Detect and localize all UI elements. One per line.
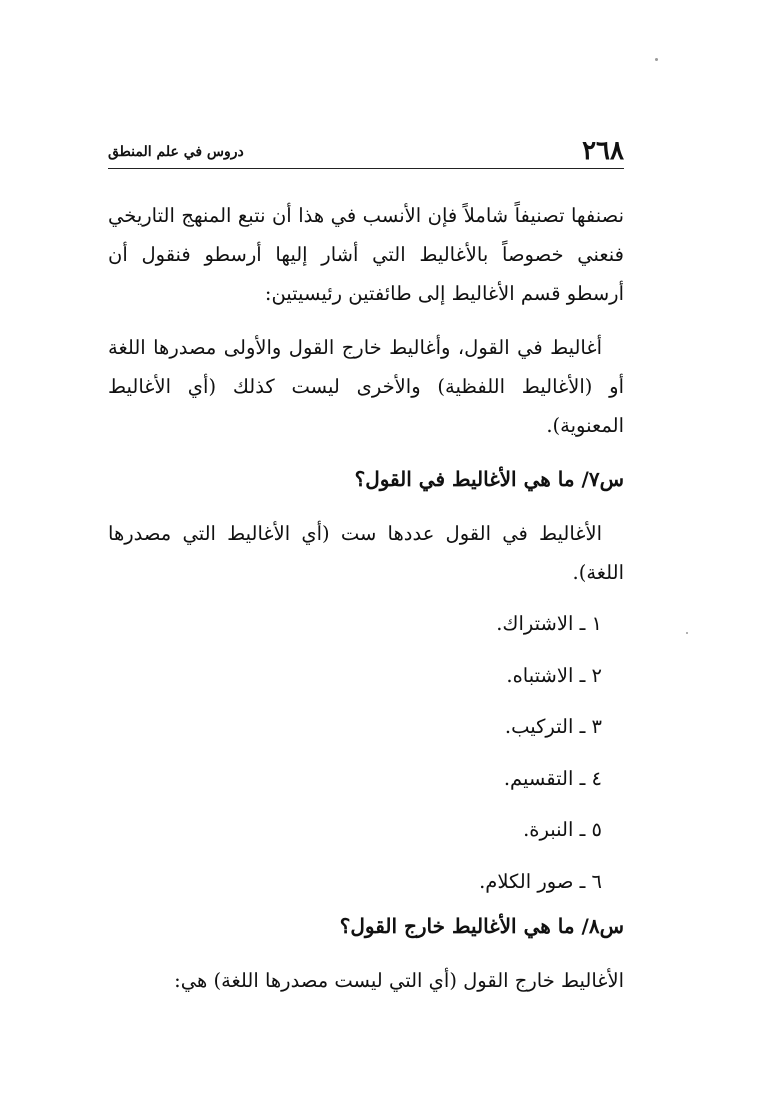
list-item: ٤ ـ التقسيم. bbox=[503, 766, 602, 790]
scan-speck bbox=[655, 58, 658, 61]
running-title: دروس في علم المنطق bbox=[108, 144, 244, 160]
list-item: ٦ ـ صور الكلام. bbox=[479, 869, 602, 893]
answer-8: الأغاليط خارج القول (أي التي ليست مصدرها اللغة) هي: bbox=[174, 969, 624, 992]
list-item: ١ ـ الاشتراك. bbox=[496, 612, 602, 635]
header-rule bbox=[108, 168, 624, 169]
paragraph-fallacy-types: أغاليط في القول، وأغاليط خارج القول والأولى مصدرها اللغة أو (الأغاليط اللفظية) والأخرى ليست كذلك (أي الأغاليط المعنوية). bbox=[108, 336, 624, 437]
question-8: س٨/ ما هي الأغاليط خارج القول؟ bbox=[339, 914, 624, 938]
paragraph-intro: نصنفها تصنيفاً شاملاً فإن الأنسب في هذا أن نتبع المنهج التاريخي فنعني خصوصاً بالأغاليط التي أشار إليها أرسطو فنقول أن أرسطو قسم الأغاليط إلى طائفتين رئيسيتين: bbox=[108, 204, 624, 305]
page-header bbox=[108, 136, 624, 170]
list-item: ٣ ـ التركيب. bbox=[504, 715, 602, 738]
fallacy-list bbox=[108, 598, 624, 907]
page-body bbox=[108, 196, 624, 1000]
answer-7: الأغاليط في القول عددها ست (أي الأغاليط التي مصدرها اللغة). bbox=[108, 522, 624, 584]
list-item: ٢ ـ الاشتباه. bbox=[506, 663, 602, 687]
list-item: ٥ ـ النبرة. bbox=[523, 818, 602, 841]
question-7: س٧/ ما هي الأغاليط في القول؟ bbox=[354, 467, 624, 491]
page-number: ٢٦٨ bbox=[582, 136, 624, 166]
scan-speck bbox=[686, 632, 688, 634]
